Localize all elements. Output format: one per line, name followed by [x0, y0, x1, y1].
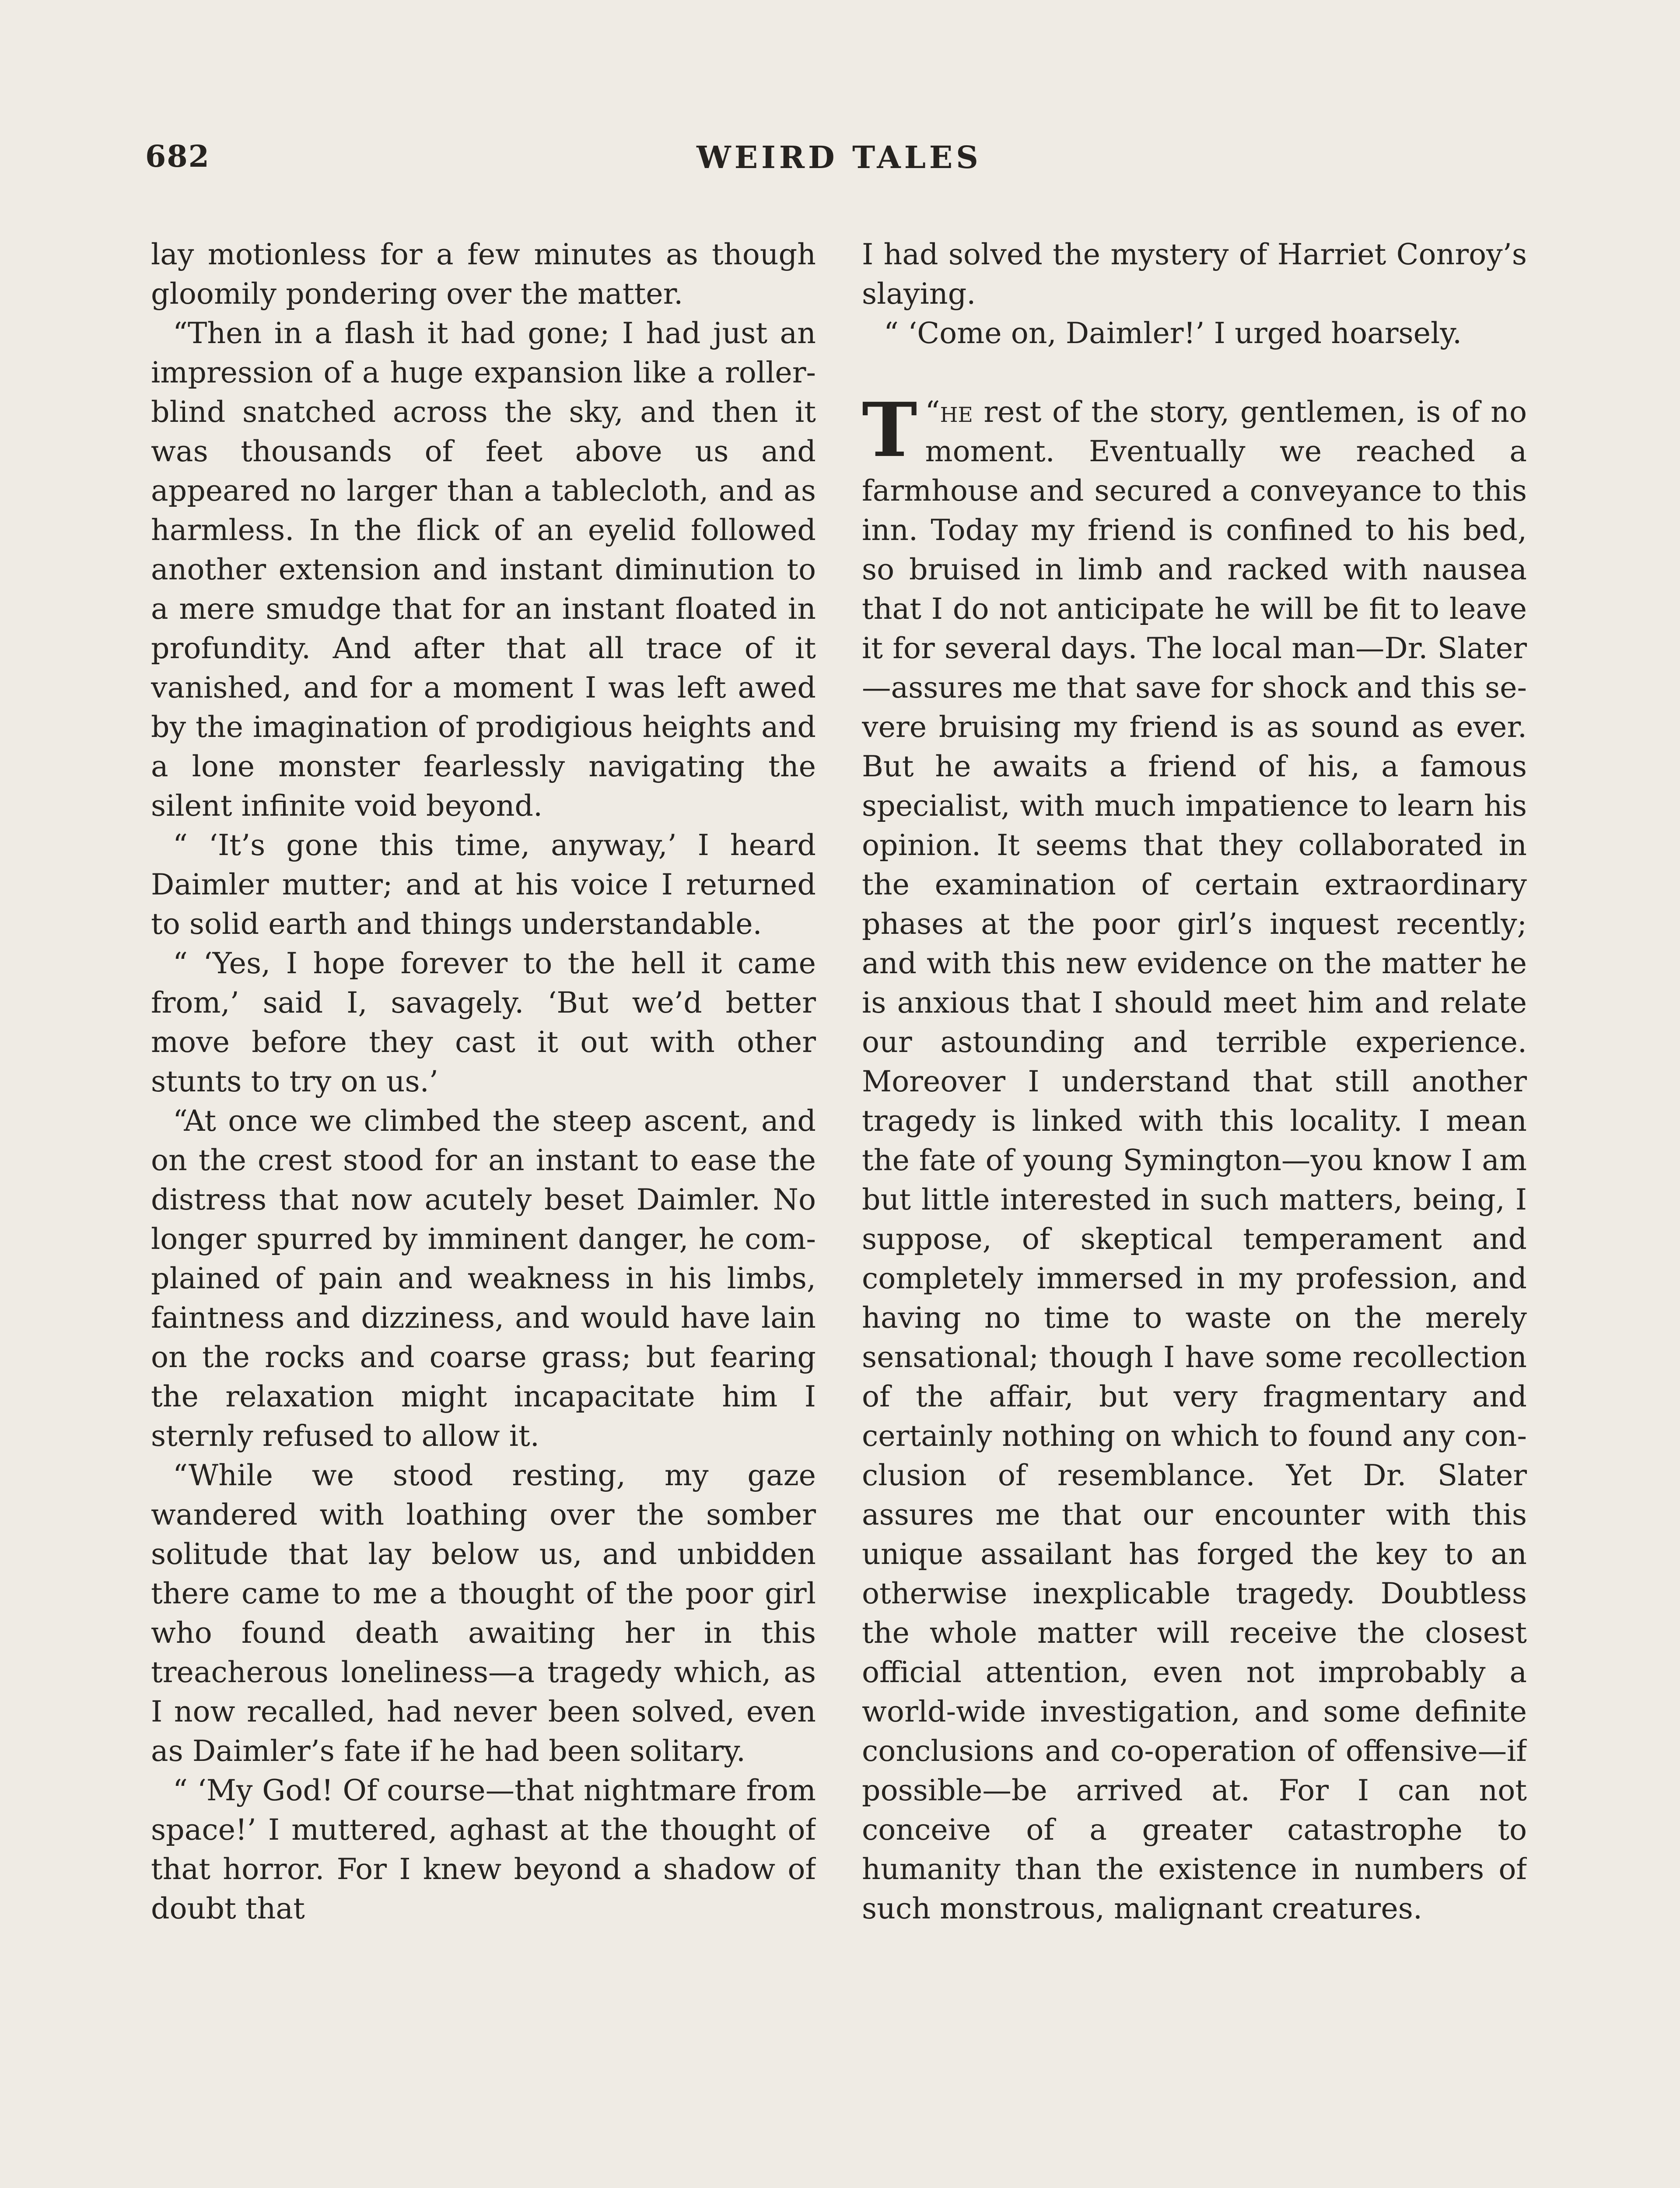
drop-cap: T — [862, 386, 917, 474]
paragraph: “ ‘My God! Of course—that nightmare from space!’ I muttered, aghast at the thought of that horror. For I knew beyond a shadow of doubt that — [151, 1773, 816, 1925]
opening-quote: “ — [925, 395, 940, 429]
paragraph: “While we stood resting, my gaze wandered with loathing over the somber solitude that lay below us, and unbidden there came to me a thought of the poor girl who found death awaiting her in this treacherous loneliness—a tragedy which, as I now recalled, had never been solved, even as Daimler’s fate if he had been solitary. — [151, 1458, 816, 1768]
paragraph: “ ‘It’s gone this time, anyway,’ I heard Daimler mutter; and at his voice I returned to solid earth and things understandable. — [151, 828, 816, 941]
paragraph: “Then in a flash it had gone; I had just an impression of a huge expansion like a roller-blind snatched across the sky, and then it was thousands of feet above us and appeared no larger than a tablecloth, and as harmless. In the flick of an eyelid followed another extension and instant diminution to a mere smudge that for an instant floated in profundity. And after that all trace of it vanished, and for a moment I was left awed by the imagination of prodigious heights and a lone monster fearlessly navigating the silent infinite void beyond. — [151, 316, 816, 823]
section-text: rest of the story, gentlemen, is of no moment. Eventually we reached a farmhouse and secured a conveyance to this inn. Today my friend is confined to his bed, so bruised in limb and racked with nausea that I do not anticipate he will be fit to leave it for several days. The local man—Dr. Slater—assures me that save for shock and this severe bruising my friend is as sound as ever. But he awaits a friend of his, a famous specialist, with much impatience to learn his opinion. It seems that they collaborated in the examination of certain extraordinary phases at the poor girl’s inquest recently; and with this new evidence on the matter he is anxious that I should meet him and relate our astounding and terrible experience. Moreover I understand that still another tragedy is linked with this locality. I mean the fate of young Symington—you know I am but little interested in such matters, being, I suppose, of skeptical temperament and completely immersed in my profession, and having no time to waste on the merely sensational; though I have some recollection of the affair, but very fragmentary and certainly nothing on which to found any conclusion of resemblance. Yet Dr. Slater assures me that our encounter with this unique assailant has forged the key to an otherwise inexplicable tragedy. Doubtless the whole matter will receive the closest official attention, even not improbably a world-wide investigation, and some definite conclusions and co-operation of offensive—if possible—be arrived at. For I can not conceive of a greater catastrophe to humanity than the existence in numbers of such monstrous, malignant creatures. — [862, 395, 1527, 1925]
paragraph: “ ‘Yes, I hope forever to the hell it came from,’ said I, savagely. ‘But we’d better move before they cast it out with other stunts to try on us.’ — [151, 946, 816, 1098]
paragraph: “ ‘Come on, Daimler!’ I urged hoarsely. — [884, 316, 1462, 350]
section-paragraph — [862, 386, 1527, 1928]
running-title: WEIRD TALES — [696, 139, 982, 175]
paragraph: I had solved the mystery of Harriet Conroy’s slaying. — [862, 237, 1527, 311]
small-caps-word: he — [940, 395, 973, 429]
page-header — [145, 139, 1533, 187]
page-number: 682 — [145, 139, 210, 174]
paragraph: “At once we climbed the steep ascent, and on the crest stood for an instant to ease the distress that now acutely beset Daimler. No longer spurred by imminent danger, he complained of pain and weakness in his limbs, faintness and dizziness, and would have lain on the rocks and coarse grass; but fearing the relaxation might incapacitate him I sternly refused to allow it. — [151, 1104, 816, 1453]
right-column — [862, 235, 1527, 2188]
left-column — [151, 235, 816, 2188]
paragraph: lay motionless for a few minutes as though gloomily pondering over the matter. — [151, 237, 816, 311]
